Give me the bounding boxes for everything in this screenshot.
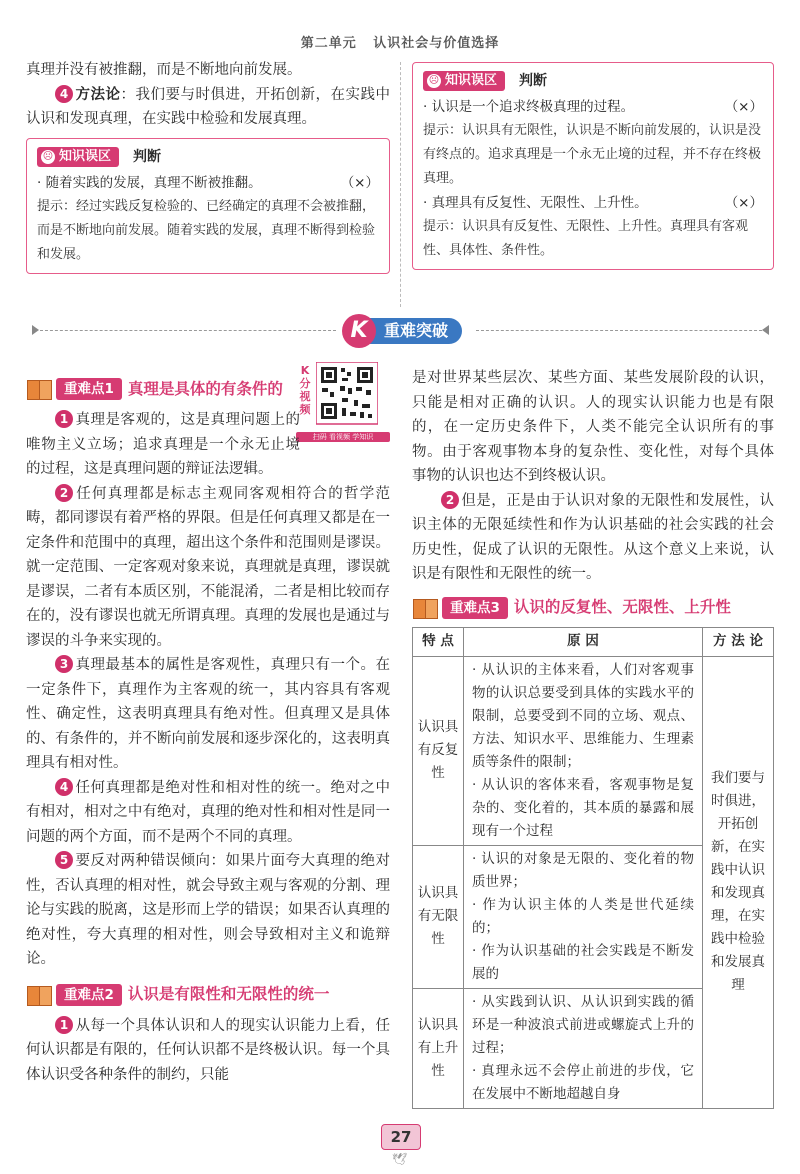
- key-point-1-header: [26, 376, 390, 402]
- book-icon: [26, 378, 52, 400]
- video-label: K分视频: [299, 364, 311, 416]
- book-icon: [26, 984, 52, 1006]
- misconception-header: [423, 69, 763, 93]
- key-point-title: 认识的反复性、无限性、上升性: [513, 598, 731, 617]
- reason-bullet: · 作为认识基础的社会实践是不断发展的: [472, 942, 694, 982]
- number-badge: 5: [55, 851, 73, 869]
- number-badge: 1: [55, 410, 73, 428]
- banner-title: 重难突破: [366, 318, 462, 344]
- reason-bullet: · 从实践到认识、从认识到实践的循环是一种波浪式前进或螺旋式上升的过程；: [472, 993, 694, 1056]
- number-badge: 3: [55, 655, 73, 673]
- paragraph-4: [26, 776, 390, 850]
- bird-icon: 🕊: [392, 1152, 408, 1166]
- number-badge: 1: [55, 1016, 73, 1034]
- misconception-header: [37, 145, 379, 169]
- reason-bullet: · 作为认识主体的人类是世代延续的；: [472, 896, 694, 936]
- paragraph-text: 从每一个具体认识和人的现实认识能力上看，任何认识都是有限的，任何认识都不是终极认识。每一个具体认识受各种条件的制约，只能: [26, 1017, 390, 1083]
- paragraph-text: 任何真理都是标志主观同客观相符合的哲学范畴，都同谬误有着严格的界限。但是任何真理又都是在一定条件和范围中的真理，超出这个条件和范围则是谬误。就一定范围、一定客观对象来说，真理就是真理，谬误就是谬误，二者有本质区别，不能混淆，二者是相比较而存在的，没有谬误也就无所谓真理。真理的发展也是通过与谬误的斗争来实现的。: [26, 485, 390, 649]
- judge-label: 判断: [133, 148, 162, 165]
- misconception-statement: · 认识是一个追求终极真理的过程。: [423, 99, 635, 115]
- key-point-title: 真理是具体的有条件的: [127, 379, 283, 398]
- number-badge: 4: [55, 778, 73, 796]
- banner-rule-right: [476, 330, 762, 331]
- key-point-tag: 重难点3: [442, 597, 508, 619]
- method-cell: 我们要与时俱进，开拓创新，在实践中认识和发现真理，在实践中检验和发展真理: [703, 656, 774, 1108]
- paragraph-point2-2: [412, 489, 774, 587]
- methodology-text: ：我们要与时俱进，开拓创新，在实践中认识和发现真理，在实践中检验和发展真理。: [26, 86, 390, 127]
- left-top-section: [26, 58, 390, 274]
- left-main-section: [26, 372, 390, 1087]
- misconception-tag: [37, 147, 119, 167]
- paragraph-3: [26, 653, 390, 776]
- number-badge: 2: [441, 491, 459, 509]
- reason-cell: [464, 988, 703, 1108]
- features-table: [412, 627, 774, 1109]
- continued-line: 真理并没有被推翻，而是不断地向前发展。: [26, 62, 302, 78]
- feature-cell: 认识具有反复性: [413, 656, 464, 845]
- number-badge: 2: [55, 484, 73, 502]
- reason-bullet: · 从认识的客体来看，客观事物是复杂的、变化着的，其本质的暴露和展现有一个过程: [472, 776, 694, 839]
- k-logo-icon: K: [342, 314, 376, 348]
- right-top-section: [412, 62, 774, 270]
- header-title: 认识社会与价值选择: [373, 36, 500, 51]
- table-row: [413, 656, 774, 845]
- wrong-mark: （×）: [340, 174, 379, 191]
- paragraph-1: [26, 408, 300, 482]
- reason-bullet: · 真理永远不会停止前进的步伐，它在发展中不断地超越自身: [472, 1062, 694, 1102]
- feature-cell: 认识具有无限性: [413, 845, 464, 988]
- reason-bullet: · 从认识的主体来看，人们对客观事物的认识总要受到具体的实践水平的限制，总要受到不同的立场、观点、方法、知识水平、思维能力、生理素质等条件的限制；: [472, 661, 694, 770]
- paragraph-text: 要反对两种错误倾向：如果片面夸大真理的绝对性，否认真理的相对性，就会导致主观与客观的分割、理论与实践的脱离，这是形而上学的错误；如果否认真理的绝对性，夸大真理的相对性，则会导致相对主义和诡辩论。: [26, 853, 390, 967]
- header-reason: 原 因: [464, 627, 703, 656]
- misconception-tip: 提示：认识具有无限性，认识是不断向前发展的，认识是没有终点的。追求真理是一个永无止境的过程，并不存在终极真理。: [423, 123, 762, 186]
- table-header-row: [413, 627, 774, 656]
- reason-bullet: · 认识的对象是无限的、变化着的物质世界；: [472, 850, 694, 890]
- judge-label: 判断: [519, 73, 548, 89]
- arrow-right-icon: [32, 325, 39, 335]
- paragraph-text: 真理最基本的属性是客观性，真理只有一个。在一定条件下，真理作为主客观的统一，其内容具有客观性、确定性，这表明真理具有绝对性。但真理又是具体的、有条件的，并不断向前发展和逐步深化的，这表明真理具有相对性。: [26, 657, 390, 771]
- paragraph-text: 任何真理都是绝对性和相对性的统一。绝对之中有相对，相对之中有绝对，真理的绝对性和相对性是同一问题的两个方面，而不是两个不同的真理。: [26, 779, 390, 845]
- number-badge: 4: [55, 85, 73, 103]
- misconception-tip: 提示：认识具有反复性、无限性、上升性。真理具有客观性、具体性、条件性。: [423, 219, 749, 258]
- misconception-tag-label: 知识误区: [59, 148, 112, 164]
- arrow-left-icon: [762, 325, 769, 335]
- paragraph-point2-1-continued: 是对世界某些层次、某些方面、某些发展阶段的认识，只能是相对正确的认识。人的现实认识能力也是有限的，在一定历史条件下，人类不能完全认识所有的事物。由于客观事物本身的复杂性、变化性，对每个具体事物的认识也达不到终极认识。: [412, 370, 774, 484]
- paragraph-text: 真理是客观的，这是真理问题上的唯物主义立场；追求真理是一个永无止境的过程，这是真理问题的辩证法逻辑。: [26, 412, 300, 477]
- misconception-item: [423, 191, 763, 215]
- methodology-paragraph: [26, 83, 390, 132]
- paragraph-5: [26, 849, 390, 972]
- section-banner: [342, 314, 462, 348]
- banner-rule-left: [40, 330, 336, 331]
- feature-cell: 认识具有上升性: [413, 988, 464, 1108]
- header-unit: 第二单元: [300, 36, 357, 51]
- misconception-box-left: [26, 138, 390, 274]
- reason-cell: [464, 656, 703, 845]
- warning-icon: ☹: [428, 75, 440, 86]
- misconception-tip: 提示：经过实践反复检验的、已经确定的真理不会被推翻，而是不断地向前发展。随着实践的发展，真理不断得到检验和发展。: [37, 198, 376, 262]
- key-point-tag: 重难点1: [56, 378, 122, 400]
- page-header: [0, 32, 800, 51]
- qr-caption: 扫码 看视频 学知识: [296, 432, 390, 442]
- misconception-item: [423, 95, 763, 119]
- paragraph-text: 但是，正是由于认识对象的无限性和发展性，认识主体的无限延续性和作为认识基础的社会实践的社会历史性，促成了认识的无限性。从这个意义上来说，认识是有限性和无限性的统一。: [412, 492, 774, 582]
- misconception-tag: [423, 71, 505, 91]
- column-divider: [400, 62, 401, 307]
- misconception-tag-label: 知识误区: [445, 73, 498, 88]
- key-point-title: 认识是有限性和无限性的统一: [127, 985, 330, 1004]
- key-point-3-header: [412, 595, 774, 621]
- key-point-2-header: [26, 982, 390, 1008]
- paragraph-point2-1: [26, 1014, 390, 1088]
- wrong-mark: （×）: [724, 195, 763, 211]
- header-feature: 特 点: [413, 627, 464, 656]
- misconception-box-right: [412, 62, 774, 270]
- warning-icon: ☹: [42, 150, 54, 162]
- header-method: 方 法 论: [703, 627, 774, 656]
- wrong-mark: （×）: [724, 99, 763, 115]
- methodology-label: 方法论: [75, 86, 121, 103]
- misconception-item: [37, 171, 379, 195]
- page-number: 27: [381, 1124, 421, 1150]
- paragraph-2: [26, 482, 390, 654]
- key-point-tag: 重难点2: [56, 984, 122, 1006]
- misconception-statement: · 真理具有反复性、无限性、上升性。: [423, 195, 648, 211]
- misconception-statement: · 随着实践的发展，真理不断被推翻。: [37, 174, 262, 191]
- book-icon: [412, 597, 438, 619]
- right-main-section: [412, 366, 774, 1109]
- reason-cell: [464, 845, 703, 988]
